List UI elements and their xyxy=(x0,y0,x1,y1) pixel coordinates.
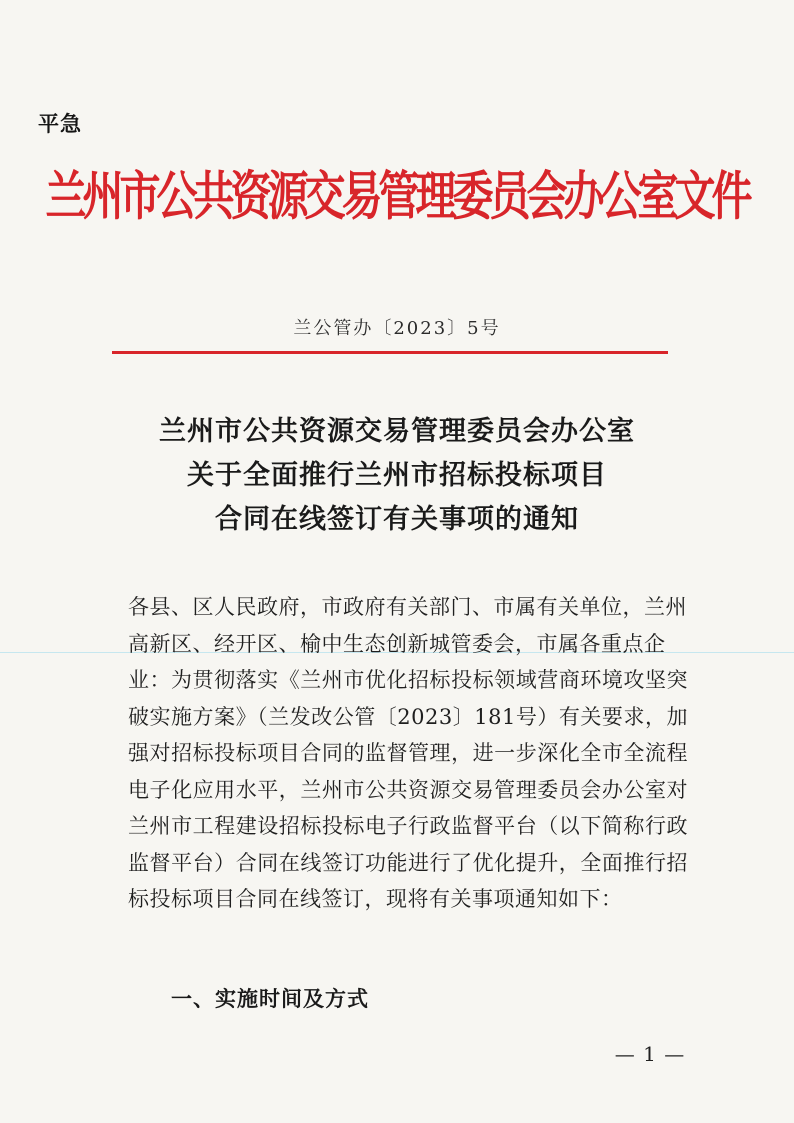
red-divider-line xyxy=(112,351,668,354)
notice-title xyxy=(0,410,794,542)
addressee-paragraph: 各县、区人民政府，市政府有关部门、市属有关单位，兰州高新区、经开区、榆中生态创新城管委会，市属各重点企业： xyxy=(128,595,687,692)
section-heading-1: 一、实施时间及方式 xyxy=(171,987,369,1011)
document-number: 兰公管办〔2023〕5号 xyxy=(293,318,501,339)
document-header: 兰州市公共资源交易管理委员会办公室文件 xyxy=(45,165,749,227)
notice-title-line-2: 关于全面推行兰州市招标投标项目 xyxy=(187,460,607,491)
page-number: — 1 — xyxy=(614,1042,686,1066)
notice-title-line-1: 兰州市公共资源交易管理委员会办公室 xyxy=(159,416,635,447)
notice-title-line-3: 合同在线签订有关事项的通知 xyxy=(215,504,579,535)
body-paragraph-1: 为贯彻落实《兰州市优化招标投标领域营商环境攻坚突破实施方案》（兰发改公管〔2023〕181号）有关要求，加强对招标投标项目合同的监督管理，进一步深化全市全流程电子化应用水平，兰州市公共资源交易管理委员会办公室对兰州市工程建设招标投标电子行政监督平台（以下简称行政监督平台）合同在线签订功能进行了优化提升，全面推行招标投标项目合同在线签订，现将有关事项通知如下： xyxy=(128,668,688,911)
urgency-label: 平急 xyxy=(38,112,82,136)
